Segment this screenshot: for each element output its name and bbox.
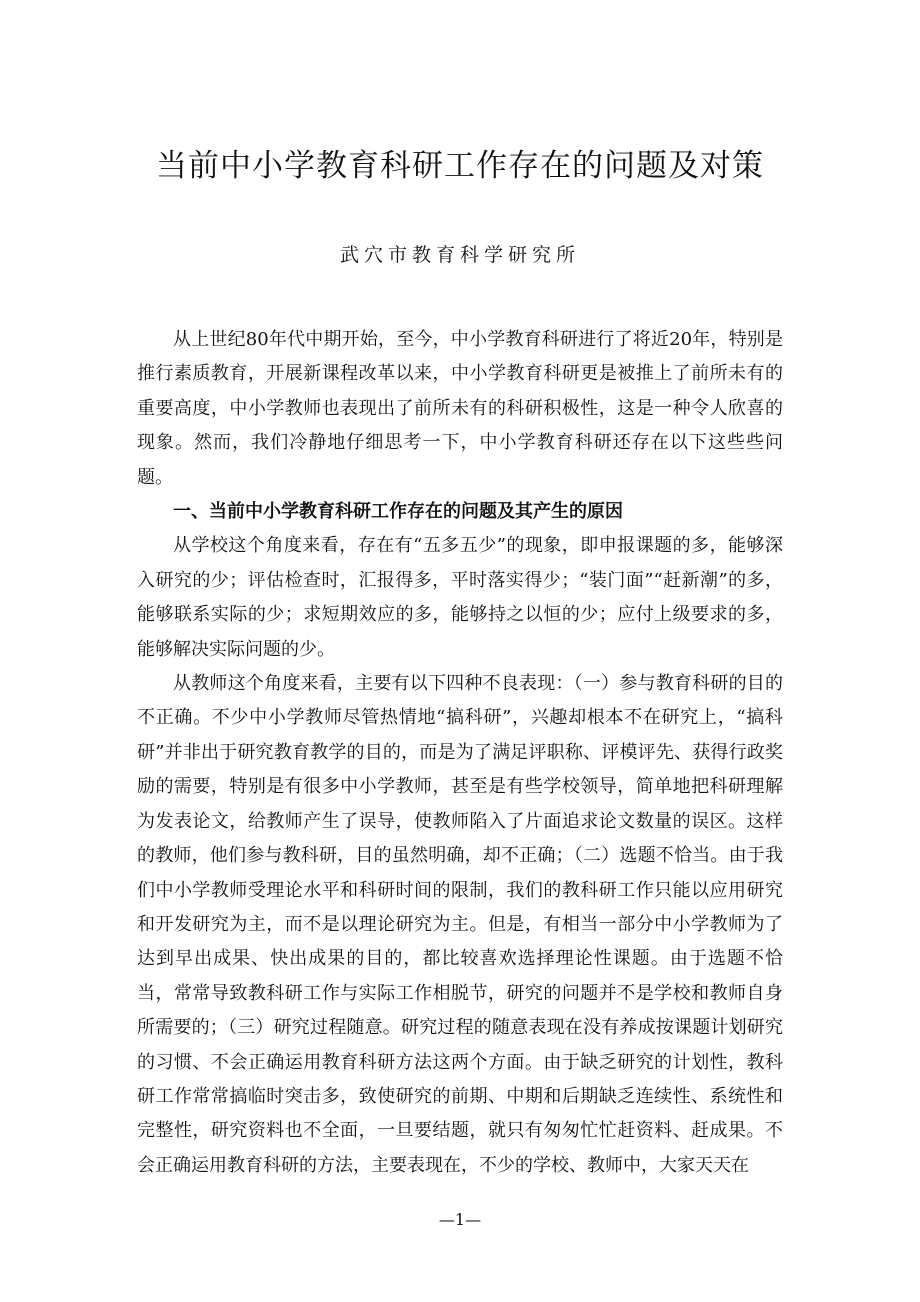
document-title: 当前中小学教育科研工作存在的问题及对策	[156, 148, 764, 184]
document-body	[137, 323, 783, 1183]
section-heading-1: 一、当前中小学教育科研工作存在的问题及其产生的原因	[173, 501, 623, 523]
author-affiliation: 武穴市教育科学研究所	[339, 244, 580, 266]
paragraph-school-view: 从学校这个角度来看，存在有“五多五少”的现象，即申报课题的多，能够深入研究的少；评估检查时，汇报得多，平时落实得少；“装门面”“赶新潮”的多，能够联系实际的少；求短期效应的多，能够持之以恒的少；应付上级要求的多，能够解决实际问题的少。	[137, 535, 783, 660]
paragraph-intro: 从上世纪80年代中期开始，至今，中小学教育科研进行了将近20年，特别是推行素质教育，开展新课程改革以来，中小学教育科研更是被推上了前所未有的重要高度，中小学教师也表现出了前所未有的科研积极性，这是一种令人欣喜的现象。然而，我们冷静地仔细思考一下，中小学教育科研还存在以下这些些问题。	[137, 329, 783, 488]
page-number: —1—	[438, 1210, 482, 1229]
paragraph-teacher-view: 从教师这个角度来看，主要有以下四种不良表现：（一）参与教育科研的目的不正确。不少中小学教师尽管热情地“搞科研”，兴趣却根本不在研究上，“搞科研”并非出于研究教育教学的目的，而是为了满足评职称、评模评先、获得行政奖励的需要，特别是有很多中小学教师，甚至是有些学校领导，简单地把科研理解为发表论文，给教师产生了误导，使教师陷入了片面追求论文数量的误区。这样的教师，他们参与教科研，目的虽然明确，却不正确；（二）选题不恰当。由于我们中小学教师受理论水平和科研时间的限制，我们的教科研工作只能以应用研究和开发研究为主，而不是以理论研究为主。但是，有相当一部分中小学教师为了达到早出成果、快出成果的目的，都比较喜欢选择理论性课题。由于选题不恰当，常常导致教科研工作与实际工作相脱节，研究的问题并不是学校和教师自身所需要的；（三）研究过程随意。研究过程的随意表现在没有养成按课题计划研究的习惯、不会正确运用教育科研方法这两个方面。由于缺乏研究的计划性，教科研工作常常搞临时突击多，致使研究的前期、中期和后期缺乏连续性、系统性和完整性，研究资料也不全面，一旦要结题，就只有匆匆忙忙赶资料、赶成果。不会正确运用教育科研的方法，主要表现在，不少的学校、教师中，大家天天在	[137, 673, 783, 1176]
